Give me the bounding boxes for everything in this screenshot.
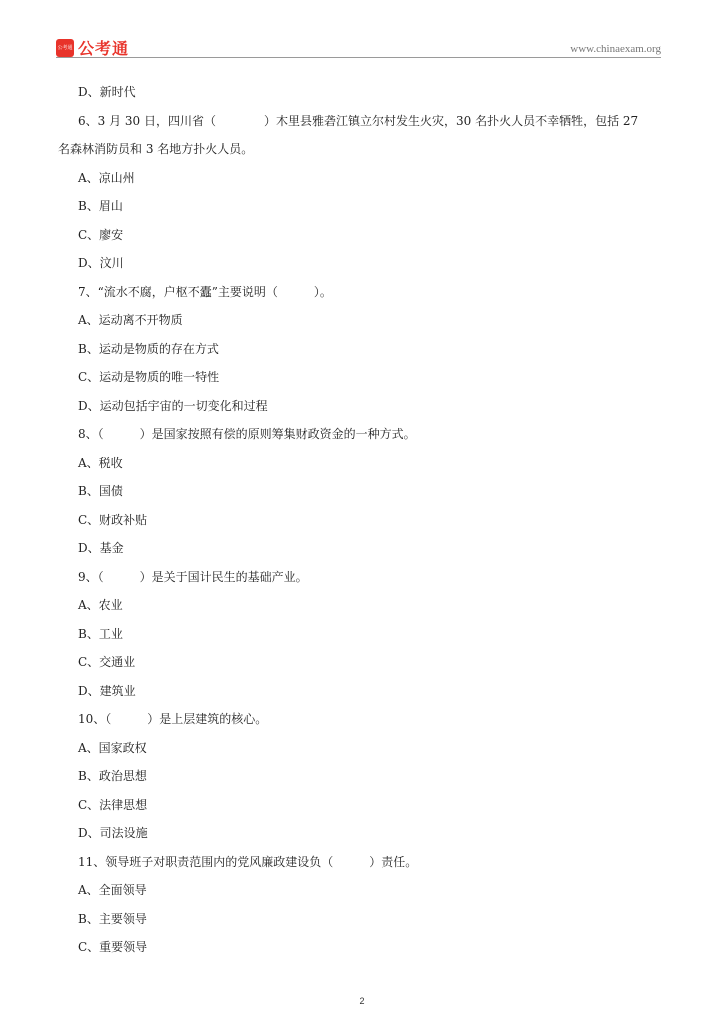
header-divider (56, 57, 661, 58)
option-line: C、财政补贴 (78, 512, 148, 527)
option-line: C、运动是物质的唯一特性 (78, 370, 220, 384)
option-line: B、运动是物质的存在方式 (78, 341, 219, 356)
question-10: 10、（ ）是上层建筑的核心。 (78, 712, 268, 726)
option-line: B、眉山 (78, 199, 123, 213)
question-text-continued: 名森林消防员和 3 名地方扑火人员。 (58, 142, 254, 156)
option-line: B、工业 (78, 626, 123, 641)
option-line: B、国债 (78, 484, 123, 498)
logo-text: 公考通 (78, 39, 130, 58)
option-line: A、全面领导 (78, 883, 147, 897)
logo (56, 36, 129, 59)
option-line: D、基金 (78, 541, 124, 555)
option-line: D、建筑业 (78, 683, 136, 698)
option-line: B、政治思想 (78, 769, 147, 783)
option-line: A、凉山州 (78, 170, 135, 185)
question-9: 9、（ ）是关于国计民生的基础产业。 (78, 569, 308, 584)
option-line: B、主要领导 (78, 911, 147, 926)
document-body (58, 78, 670, 962)
site-url[interactable]: www.chinaexam.org (570, 43, 661, 55)
option-line: A、税收 (78, 455, 123, 470)
option-line: D、司法设施 (78, 826, 148, 840)
question-text: 6、3 月 30 日，四川省（ ）木里县雅砻江镇立尔村发生火灾，30 名扑火人员不幸牺牲，包括 27 (78, 113, 639, 128)
option-line: D、新时代 (78, 85, 136, 99)
option-line: D、运动包括宇宙的一切变化和过程 (78, 398, 268, 413)
option-line: A、运动离不开物质 (78, 313, 183, 327)
page-number: 2 (359, 996, 365, 1006)
option-line: C、重要领导 (78, 940, 148, 954)
option-line: A、农业 (78, 598, 123, 612)
question-6 (58, 107, 670, 164)
option-line: D、汶川 (78, 256, 124, 270)
logo-badge-icon: 公考通 (56, 39, 74, 57)
question-8: 8、（ ）是国家按照有偿的原则筹集财政资金的一种方式。 (78, 427, 416, 441)
question-7: 7、“流水不腐，户枢不蠹”主要说明（ ）。 (78, 284, 332, 299)
page-header (56, 34, 661, 58)
option-line: C、廖安 (78, 227, 124, 242)
option-line: A、国家政权 (78, 740, 147, 755)
option-line: C、法律思想 (78, 797, 148, 812)
option-line: C、交通业 (78, 655, 136, 669)
question-11: 11、领导班子对职责范围内的党风廉政建设负（ ）责任。 (78, 854, 418, 869)
